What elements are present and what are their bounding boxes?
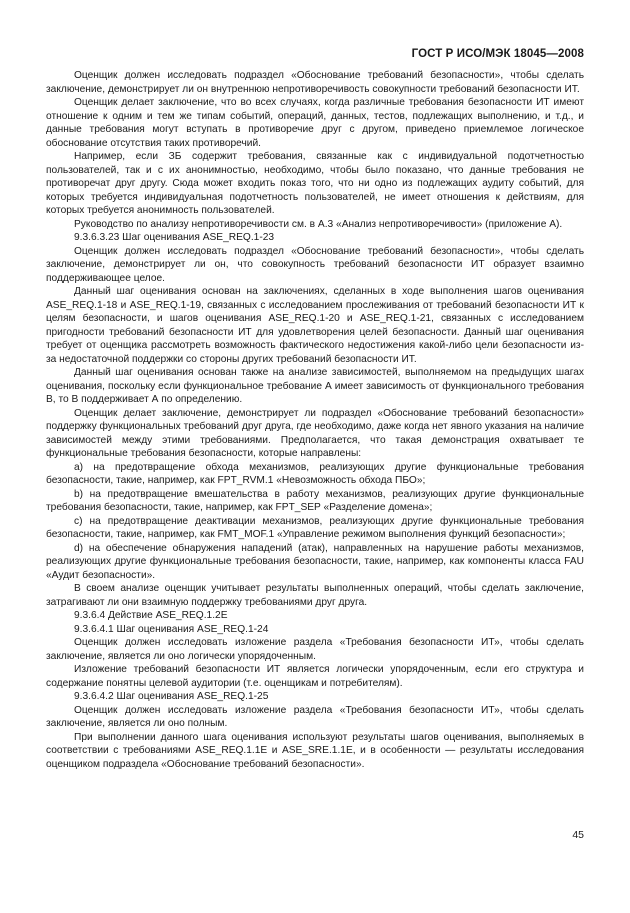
section-heading: 9.3.6.4.2 Шаг оценивания ASE_REQ.1-25 <box>74 691 269 702</box>
paragraph: Оценщик должен исследовать изложение раздела «Требования безопасности ИТ», чтобы сделать заключение, является ли оно полным. <box>46 704 584 729</box>
section-heading: 9.3.6.4 Действие ASE_REQ.1.2E <box>74 610 228 621</box>
paragraph: Данный шаг оценивания основан на заключениях, сделанных в ходе выполнения шагов оценивания ASE_REQ.1-18 и ASE_REQ.1-19, связанных с исследованием прослеживания от требований безопасности ИТ к целям безопасности, и шагов оценивания ASE_REQ.1-20 и ASE_REQ.1-21, связанных с исследованием пригодности требований безопасности ИТ для удовлетворения целей безопасности. Данный шаг оценивания требует от оценщика рассмотреть возможность фактического недостижения какой-либо цели безопасности из-за недостаточной поддержки со стороны других требований безопасности ИТ. <box>46 286 584 365</box>
paragraph: Данный шаг оценивания основан также на анализе зависимостей, выполняемом на предыдущих шагах оценивания, поскольку если функциональное требование А имеет зависимость от функционального требования В, то В поддерживает А по определению. <box>46 367 584 405</box>
paragraph: В своем анализе оценщик учитывает результаты выполненных операций, чтобы сделать заключение, затрагивают ли они взаимную поддержку требованиями друг друга. <box>46 583 584 608</box>
list-item-d: d) на обеспечение обнаружения нападений (атак), направленных на нарушение работы механизмов, реализующих другие функциональные требования безопасности, такие, например, как компоненты класса FAU «Аудит безопасности». <box>46 542 584 581</box>
paragraph: Оценщик делает заключение, демонстрирует ли подраздел «Обоснование требований безопасности» поддержку функциональных требований друг друга, где необходимо, даже когда нет явного указания на наличие зависимостей между этими требованиями. Предполагается, что такая демонстрация охватывает те функциональные требования безопасности, которые направлены: <box>46 407 584 459</box>
document-body <box>46 69 584 771</box>
paragraph: Например, если ЗБ содержит требования, связанные как с индивидуальной подотчетностью пользователей, так и с их анонимностью, необходимо, чтобы было показано, что данные требования не противоречат друг другу. Сюда может входить показ того, что ни одно из подлежащих аудиту событий, для которых требуется индивидуальная подотчетность пользователей, не имеет отношения к действиям, для которых требуется анонимность пользователей. <box>46 151 584 216</box>
list-item-c: с) на предотвращение деактивации механизмов, реализующих другие функциональные требования безопасности, такие, например, как FMT_MOF.1 «Управление режимом выполнения функций безопасности»; <box>46 515 584 540</box>
paragraph: При выполнении данного шага оценивания используют результаты шагов оценивания, выполняемых в соответствии с требованиями ASE_REQ.1.1E и ASE_SRE.1.1E, и в особенности — результаты исследования оценщиком подраздела «Обоснование требований безопасности». <box>46 731 584 770</box>
list-item-b: b) на предотвращение вмешательства в работу механизмов, реализующих другие функциональные требования безопасности, такие, например, как FPT_SEP «Разделение домена»; <box>46 488 584 513</box>
paragraph: Оценщик должен исследовать подраздел «Обоснование требований безопасности», чтобы сделать заключение, демонстрирует ли он, что совокупность требований безопасности ИТ образует взаимно поддерживающее целое. <box>46 245 584 284</box>
standard-code-header: ГОСТ Р ИСО/МЭК 18045—2008 <box>411 48 584 60</box>
paragraph: Оценщик должен исследовать изложение раздела «Требования безопасности ИТ», чтобы сделать заключение, является ли оно логически упорядоченным. <box>46 637 584 662</box>
section-heading: 9.3.6.4.1 Шаг оценивания ASE_REQ.1-24 <box>74 623 269 635</box>
paragraph: Руководство по анализу непротиворечивости см. в А.3 «Анализ непротиворечивости» (приложение А). <box>74 218 563 230</box>
page-number: 45 <box>572 829 584 841</box>
list-item-a: а) на предотвращение обхода механизмов, реализующих другие функциональные требования безопасности, такие, например, как FPT_RVM.1 «Невозможность обхода ПБО»; <box>46 461 584 486</box>
paragraph: Изложение требований безопасности ИТ является логически упорядоченным, если его структура и содержание понятны целевой аудитории (т.е. оценщикам и потребителям). <box>46 664 584 689</box>
section-heading: 9.3.6.3.23 Шаг оценивания ASE_REQ.1-23 <box>74 232 275 243</box>
paragraph: Оценщик делает заключение, что во всех случаях, когда различные требования безопасности ИТ имеют отношение к одним и тем же типам событий, операций, данных, тестов, подлежащих выполнению, и т.д., и данные требования могут вступать в противоречие друг с другом, приведено приемлемое логическое обоснование отсутствия таких противоречий. <box>46 97 584 149</box>
paragraph: Оценщик должен исследовать подраздел «Обоснование требований безопасности», чтобы сделать заключение, демонстрирует ли он внутреннюю непротиворечивость совокупности требований безопасности ИТ. <box>46 70 584 95</box>
